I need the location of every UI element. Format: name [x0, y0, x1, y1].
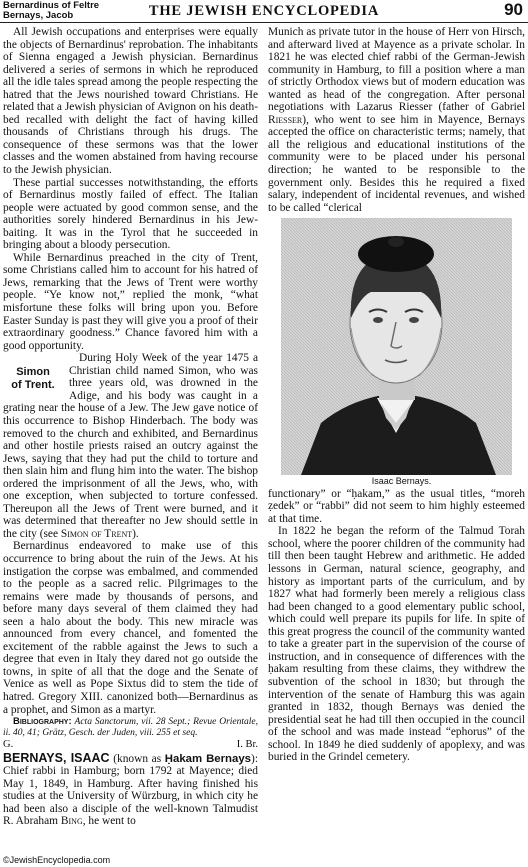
paragraph-functionary: functionary” or “ḥakam,” as the usual titles, “moreh ẓedek” or “rabbi” did not seem to him highly esteemed at that time. [268, 487, 525, 525]
sidenote-simon-of-trent: Simon of Trent. [11, 366, 55, 392]
left-column [3, 26, 258, 828]
signature-left: G. [3, 739, 14, 751]
running-head-last-entry: Bernays, Jacob [3, 10, 74, 21]
entry-alias: Ḥakam Bernays [164, 752, 252, 765]
running-header [0, 0, 528, 23]
entry-heading: BERNAYS, ISAAC [3, 750, 110, 765]
signature-right: I. Br. [236, 739, 258, 751]
copyright-footer: ©JewishEncyclopedia.com [3, 855, 111, 865]
encyclopedia-title: THE JEWISH ENCYCLOPEDIA [148, 3, 380, 19]
paragraph-simon-of-trent: Simon of Trent. During Holy Week of the year 1475 a Christian child named Simon, who was three years old, was drowned in the Adige, and his body was caught in a grating near the house of a Jew. The Jew gave notice of this occurrence to Bishop Hinderbach. The body was removed to the church and exhibited, and Bernardinus and other hostile priests raised an outcry against the Jews, saying that they had put the child to torture and then slain him and flung him into the water. The bishop ordered the imprisonment of all the Jews, who, with one exception, when subjected to torture confessed. Thereupon all the Jews of Trent were burned, and it was determined that thereafter no Jew should settle in the city (see Simon of Trent). [3, 352, 258, 540]
link-riesser[interactable]: Riesser [268, 113, 303, 126]
bibliography-text: Acta Sanctorum, vii. 28 Sept.; Revue Orientale, ii. 40, 41; Grätz, Gesch. der Juden, viii. 255 et seq. [3, 717, 259, 739]
link-bing[interactable]: Bing [60, 815, 83, 828]
paragraph-jewish-occupations: All Jewish occupations and enterprises were equally the objects of Bernardinus' reprobation. The inhabitants of Sienna engaged a Jewish physician. Bernardinus delivered a series of sermons in which he reproduced all the idle tales spread among the people respecting the hatred that the Jews nourished toward Christians. He related that a Jewish physician of Avignon on his death-bed recalled with delight the fact of having killed thousands of Christians through his drugs. The consequence of these sermons was that the lower classes and the women abstained from having recourse to the Jewish physician. [3, 26, 258, 177]
paragraph-partial-successes: These partial successes notwithstanding, the efforts of Bernardinus mostly failed of effect. The Italian people were actuated by good common sense, and the authorities sorely hindered Bernardinus in his Jew-baiting. It was in the Tyrol that he succeeded in bringing about a bloody persecution. [3, 176, 258, 252]
paragraph-relic: Bernardinus endeavored to make use of this occurrence to bring about the ruin of the Jews. At his instigation the corpse was embalmed, and commended to the people as a sacred relic. Pilgrimages to the remains were made by thousands of persons, and before many days several of them claimed they had seen a halo about the body. This new miracle was announced from every chancel, and fomented the excitement of the rabble against the Jews to such a degree that even in Italy they dared not go outside the towns, in spite of all that the doge and the Senate of Venice as well as Pope Sixtus did to stem the tide of hatred. Gregory XIII. canonized both—Bernardinus as a prophet, and Simon as a martyr. [3, 540, 258, 716]
entry-bernays-isaac: BERNAYS, ISAAC (known as Ḥakam Bernays): Chief rabbi in Hamburg; born 1792 at Mayence; died May 1, 1849, in Hamburg. After having finished his studies at the University of Würzburg, in which city he had been also a disciple of the well-known Talmudist R. Abraham Bing, he went to [3, 750, 258, 828]
bibliography-label: Bibliography: [13, 716, 72, 728]
right-column [268, 26, 525, 764]
paragraph-trent-preaching: While Bernardinus preached in the city of Trent, some Christians called him to account for his hatred of Jews, remarking that the Jews of Trent were worthy people. “Ye know not,” replied the monk, “what misfortune these folks will bring upon you. Before Easter Sunday is past they will give you a proof of their extraordinary goodness.” Chance favored him with a good opportunity. [3, 251, 258, 352]
portrait-isaac-bernays [281, 218, 512, 475]
bibliography [3, 716, 258, 739]
running-head-first-entry: Bernardinus of Feltre [3, 0, 100, 11]
link-simon-of-trent[interactable]: Simon of Trent [60, 527, 133, 540]
paragraph-munich: Munich as private tutor in the house of Herr von Hirsch, and afterward lived at Mayence as a private scholar. In 1821 he was elected chief rabbi of the German-Jewish community in Hamburg, to fill a position where a man of strictly Orthodox views but of modern education was wanted as head of the congregation. After personal negotiations with Lazarus Riesser (father of Gabriel Riesser), who went to see him in Mayence, Bernays accepted the office on characteristic terms; namely, that all the religious and educational institutions of the community were to be placed under his personal direction; he wanted to be responsible to the government only. Besides this he required a fixed salary, independent of incidental revenues, and wished to be called “clerical [268, 26, 525, 214]
page-number: 90 [504, 0, 523, 19]
paragraph-talmud-torah: In 1822 he began the reform of the Talmud Torah school, where the poorer children of the community had till then been taught Hebrew and arithmetic. He added lessons in German, natural science, geography, and history as important parts of the curriculum, and by 1827 what had formerly been merely a religious class had been changed to a good elementary public school, which could well prepare its pupils for life. In spite of this great progress the council of the community wanted to take a greater part in the supervision of the course of instruction, and in consequence of differences with the ḥakam resulting from these claims, they withdrew the subvention of the school in 1830; but through the intervention of the senate of Hamburg this was again granted in 1832, though Bernays was denied the presidential seat he had till then occupied in the council of the school and was made instead “ephorus” of the school. In 1849 he died suddenly of apoplexy, and was buried in the Grindel cemetery. [268, 525, 525, 764]
portrait-caption: Isaac Bernays. [371, 476, 432, 487]
portrait-engraving [281, 218, 512, 475]
